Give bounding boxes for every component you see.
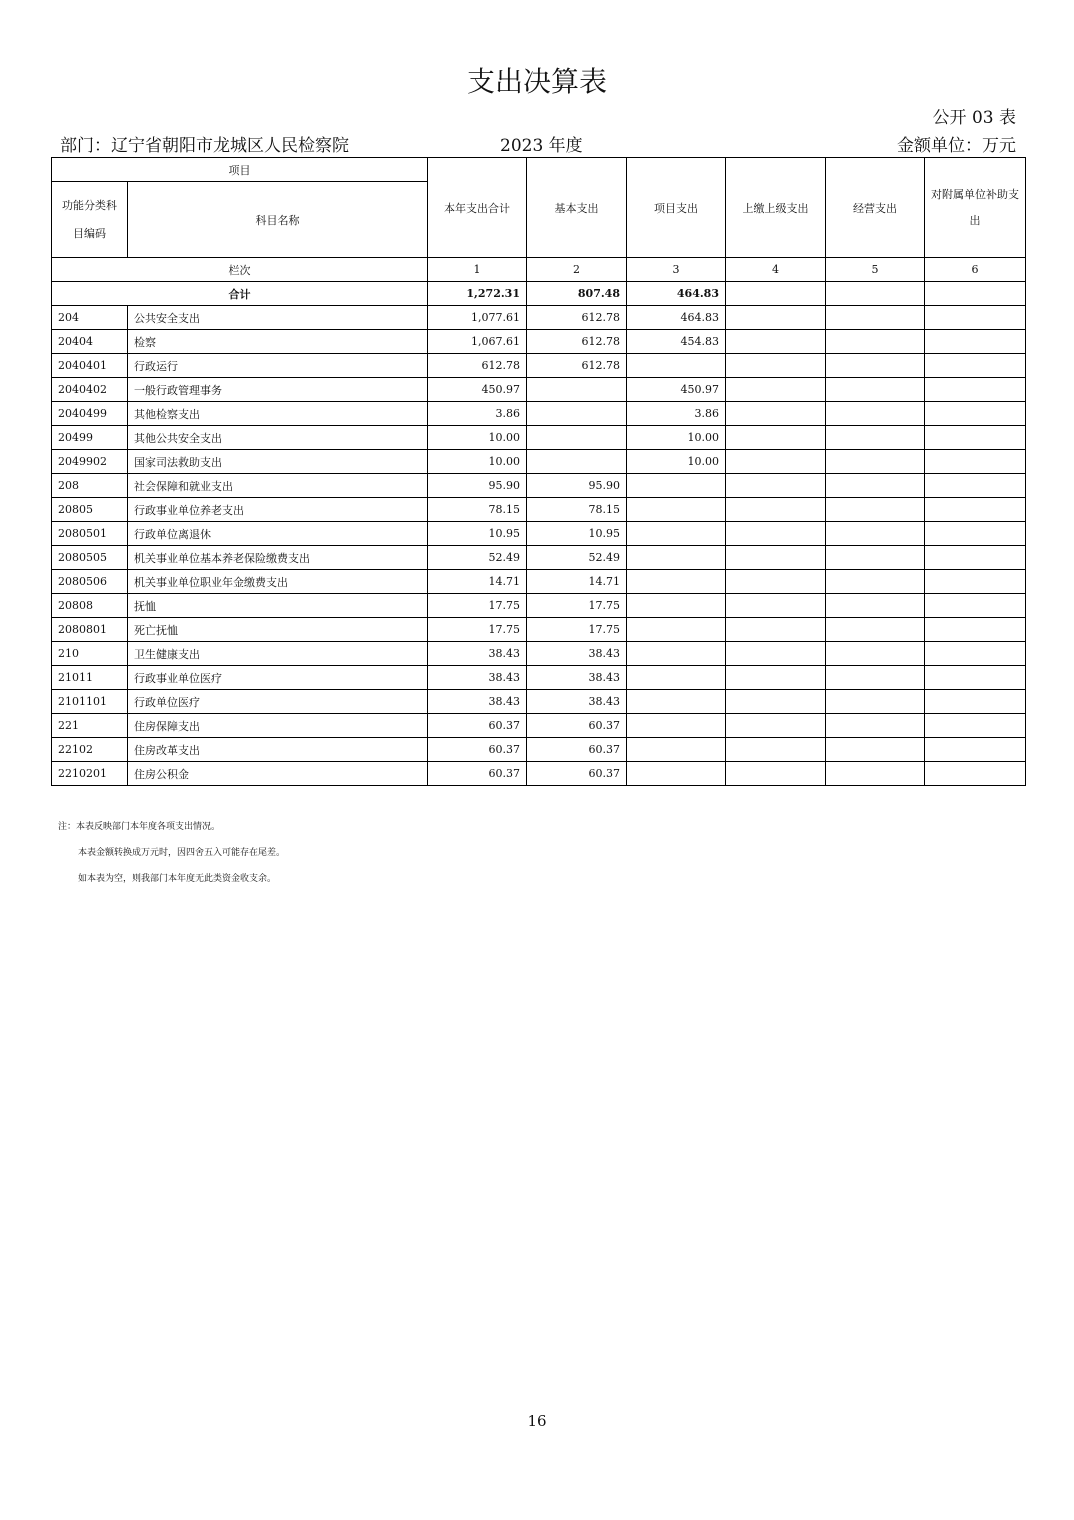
row-code: 20499 — [52, 426, 128, 450]
row-col4 — [726, 594, 826, 618]
row-col2 — [527, 378, 627, 402]
row-col5 — [826, 306, 925, 330]
row-col3 — [627, 618, 726, 642]
row-code: 2049902 — [52, 450, 128, 474]
row-name: 社会保障和就业支出 — [128, 474, 428, 498]
row-col1: 60.37 — [428, 762, 527, 786]
row-col3 — [627, 642, 726, 666]
row-col4 — [726, 402, 826, 426]
total-row — [52, 282, 1026, 306]
table-row — [52, 570, 1026, 594]
row-col5 — [826, 642, 925, 666]
row-code: 208 — [52, 474, 128, 498]
row-col3 — [627, 738, 726, 762]
row-col2: 612.78 — [527, 330, 627, 354]
row-col2 — [527, 450, 627, 474]
row-col1: 450.97 — [428, 378, 527, 402]
row-code: 2080506 — [52, 570, 128, 594]
row-col6 — [925, 306, 1026, 330]
expenditure-table — [51, 157, 1026, 786]
row-col6 — [925, 402, 1026, 426]
row-col3 — [627, 690, 726, 714]
row-col5 — [826, 354, 925, 378]
row-col6 — [925, 498, 1026, 522]
row-col3 — [627, 498, 726, 522]
row-col2: 38.43 — [527, 666, 627, 690]
table-row — [52, 642, 1026, 666]
row-col3 — [627, 666, 726, 690]
row-name: 其他公共安全支出 — [128, 426, 428, 450]
header-col3: 项目支出 — [627, 158, 726, 258]
lanci-4: 4 — [726, 258, 826, 282]
row-col5 — [826, 402, 925, 426]
row-col5 — [826, 666, 925, 690]
row-col2: 52.49 — [527, 546, 627, 570]
row-name: 死亡抚恤 — [128, 618, 428, 642]
row-col2: 38.43 — [527, 642, 627, 666]
row-col2: 60.37 — [527, 762, 627, 786]
total-col1: 1,272.31 — [428, 282, 527, 306]
row-code: 204 — [52, 306, 128, 330]
row-col4 — [726, 522, 826, 546]
row-col3 — [627, 762, 726, 786]
row-col5 — [826, 738, 925, 762]
row-code: 22102 — [52, 738, 128, 762]
table-row — [52, 714, 1026, 738]
row-code: 2080801 — [52, 618, 128, 642]
header-col1: 本年支出合计 — [428, 158, 527, 258]
row-col1: 1,067.61 — [428, 330, 527, 354]
row-col3 — [627, 714, 726, 738]
row-name: 机关事业单位职业年金缴费支出 — [128, 570, 428, 594]
row-code: 20404 — [52, 330, 128, 354]
row-code: 20808 — [52, 594, 128, 618]
row-col4 — [726, 762, 826, 786]
row-col4 — [726, 354, 826, 378]
row-col2: 612.78 — [527, 354, 627, 378]
page-number: 16 — [527, 1412, 547, 1430]
row-name: 其他检察支出 — [128, 402, 428, 426]
row-col1: 14.71 — [428, 570, 527, 594]
row-col6 — [925, 714, 1026, 738]
table-row — [52, 738, 1026, 762]
department: 部门：辽宁省朝阳市龙城区人民检察院 — [60, 136, 349, 156]
note-line: 如本表为空，则我部门本年度无此类资金收支余。 — [78, 874, 277, 884]
row-code: 21011 — [52, 666, 128, 690]
row-name: 住房改革支出 — [128, 738, 428, 762]
row-col6 — [925, 474, 1026, 498]
row-code: 210 — [52, 642, 128, 666]
row-col2: 612.78 — [527, 306, 627, 330]
header-col5: 经营支出 — [826, 158, 925, 258]
row-col6 — [925, 522, 1026, 546]
table-row — [52, 378, 1026, 402]
row-name: 住房保障支出 — [128, 714, 428, 738]
row-col5 — [826, 450, 925, 474]
row-col4 — [726, 546, 826, 570]
row-col6 — [925, 594, 1026, 618]
row-col3 — [627, 546, 726, 570]
row-col2: 60.37 — [527, 738, 627, 762]
row-col6 — [925, 426, 1026, 450]
row-name: 国家司法救助支出 — [128, 450, 428, 474]
row-col4 — [726, 306, 826, 330]
row-col5 — [826, 474, 925, 498]
form-code: 公开 03 表 — [932, 108, 1016, 128]
row-col4 — [726, 690, 826, 714]
table-row — [52, 498, 1026, 522]
row-col5 — [826, 546, 925, 570]
table-row — [52, 450, 1026, 474]
table-row — [52, 426, 1026, 450]
row-col1: 38.43 — [428, 690, 527, 714]
row-col6 — [925, 570, 1026, 594]
row-col1: 78.15 — [428, 498, 527, 522]
table-row — [52, 762, 1026, 786]
row-col1: 38.43 — [428, 666, 527, 690]
row-col5 — [826, 594, 925, 618]
row-col3: 3.86 — [627, 402, 726, 426]
row-code: 2080505 — [52, 546, 128, 570]
table-row — [52, 306, 1026, 330]
row-col6 — [925, 642, 1026, 666]
row-name: 行政事业单位养老支出 — [128, 498, 428, 522]
table-row — [52, 690, 1026, 714]
row-col2: 78.15 — [527, 498, 627, 522]
table-row — [52, 666, 1026, 690]
row-col2: 17.75 — [527, 594, 627, 618]
row-col4 — [726, 738, 826, 762]
row-name: 抚恤 — [128, 594, 428, 618]
row-col1: 38.43 — [428, 642, 527, 666]
row-col3: 10.00 — [627, 450, 726, 474]
row-name: 住房公积金 — [128, 762, 428, 786]
row-col6 — [925, 666, 1026, 690]
row-col2: 95.90 — [527, 474, 627, 498]
row-col3 — [627, 474, 726, 498]
header-col6: 对附属单位补助支出 — [925, 158, 1026, 258]
amount-unit: 金额单位：万元 — [897, 136, 1016, 156]
row-code: 2040402 — [52, 378, 128, 402]
row-col2 — [527, 402, 627, 426]
row-col5 — [826, 570, 925, 594]
row-col6 — [925, 738, 1026, 762]
row-col3 — [627, 570, 726, 594]
row-col4 — [726, 426, 826, 450]
row-col5 — [826, 330, 925, 354]
row-name: 卫生健康支出 — [128, 642, 428, 666]
header-item: 项目 — [52, 158, 428, 182]
row-code: 20805 — [52, 498, 128, 522]
row-col2: 14.71 — [527, 570, 627, 594]
table-row — [52, 618, 1026, 642]
row-col4 — [726, 642, 826, 666]
lanci-label: 栏次 — [52, 258, 428, 282]
row-col4 — [726, 474, 826, 498]
header-col4: 上缴上级支出 — [726, 158, 826, 258]
row-col2: 17.75 — [527, 618, 627, 642]
row-col6 — [925, 690, 1026, 714]
header-code: 功能分类科目编码 — [52, 182, 128, 258]
row-name: 一般行政管理事务 — [128, 378, 428, 402]
row-name: 行政事业单位医疗 — [128, 666, 428, 690]
row-name: 公共安全支出 — [128, 306, 428, 330]
row-code: 2040401 — [52, 354, 128, 378]
row-col4 — [726, 570, 826, 594]
row-code: 2210201 — [52, 762, 128, 786]
row-col1: 1,077.61 — [428, 306, 527, 330]
header-name: 科目名称 — [128, 182, 428, 258]
row-code: 2101101 — [52, 690, 128, 714]
row-col2 — [527, 426, 627, 450]
row-name: 检察 — [128, 330, 428, 354]
row-col3: 464.83 — [627, 306, 726, 330]
table-row — [52, 522, 1026, 546]
total-col4 — [726, 282, 826, 306]
row-col5 — [826, 762, 925, 786]
row-col6 — [925, 354, 1026, 378]
table-row — [52, 546, 1026, 570]
row-col1: 17.75 — [428, 594, 527, 618]
row-col5 — [826, 426, 925, 450]
notes — [58, 814, 285, 892]
fiscal-year: 2023 年度 — [500, 136, 583, 156]
row-col2: 10.95 — [527, 522, 627, 546]
row-name: 机关事业单位基本养老保险缴费支出 — [128, 546, 428, 570]
total-col5 — [826, 282, 925, 306]
page-title: 支出决算表 — [466, 65, 607, 98]
row-col1: 17.75 — [428, 618, 527, 642]
row-col1: 60.37 — [428, 714, 527, 738]
row-col4 — [726, 450, 826, 474]
row-col3 — [627, 354, 726, 378]
row-col1: 60.37 — [428, 738, 527, 762]
row-col3: 10.00 — [627, 426, 726, 450]
row-col3 — [627, 594, 726, 618]
table-row — [52, 330, 1026, 354]
lanci-3: 3 — [627, 258, 726, 282]
row-col6 — [925, 450, 1026, 474]
table-row — [52, 354, 1026, 378]
total-col6 — [925, 282, 1026, 306]
row-code: 2040499 — [52, 402, 128, 426]
lanci-2: 2 — [527, 258, 627, 282]
header-col2: 基本支出 — [527, 158, 627, 258]
row-col3 — [627, 522, 726, 546]
row-col6 — [925, 546, 1026, 570]
table-row — [52, 594, 1026, 618]
row-name: 行政单位医疗 — [128, 690, 428, 714]
table-row — [52, 474, 1026, 498]
row-code: 2080501 — [52, 522, 128, 546]
row-name: 行政运行 — [128, 354, 428, 378]
row-col1: 52.49 — [428, 546, 527, 570]
row-col4 — [726, 618, 826, 642]
row-col1: 10.00 — [428, 426, 527, 450]
note-line: 本表金额转换成万元时，因四舍五入可能存在尾差。 — [78, 848, 286, 858]
row-col4 — [726, 498, 826, 522]
row-col1: 10.00 — [428, 450, 527, 474]
row-code: 221 — [52, 714, 128, 738]
row-col5 — [826, 522, 925, 546]
row-col5 — [826, 498, 925, 522]
row-name: 行政单位离退休 — [128, 522, 428, 546]
row-col5 — [826, 378, 925, 402]
total-label: 合计 — [52, 282, 428, 306]
note-line: 注：本表反映部门本年度各项支出情况。 — [58, 822, 221, 832]
total-col3: 464.83 — [627, 282, 726, 306]
lanci-1: 1 — [428, 258, 527, 282]
table-row — [52, 402, 1026, 426]
row-col3: 454.83 — [627, 330, 726, 354]
lanci-6: 6 — [925, 258, 1026, 282]
row-col2: 60.37 — [527, 714, 627, 738]
total-col2: 807.48 — [527, 282, 627, 306]
row-col5 — [826, 618, 925, 642]
row-col5 — [826, 714, 925, 738]
row-col4 — [726, 714, 826, 738]
row-col5 — [826, 690, 925, 714]
meta-line — [60, 131, 1016, 155]
row-col4 — [726, 330, 826, 354]
row-col4 — [726, 378, 826, 402]
row-col2: 38.43 — [527, 690, 627, 714]
row-col1: 3.86 — [428, 402, 527, 426]
row-col1: 10.95 — [428, 522, 527, 546]
row-col1: 612.78 — [428, 354, 527, 378]
row-col4 — [726, 666, 826, 690]
row-col6 — [925, 378, 1026, 402]
row-col3: 450.97 — [627, 378, 726, 402]
lanci-5: 5 — [826, 258, 925, 282]
row-col6 — [925, 762, 1026, 786]
row-col1: 95.90 — [428, 474, 527, 498]
row-col6 — [925, 618, 1026, 642]
row-col6 — [925, 330, 1026, 354]
